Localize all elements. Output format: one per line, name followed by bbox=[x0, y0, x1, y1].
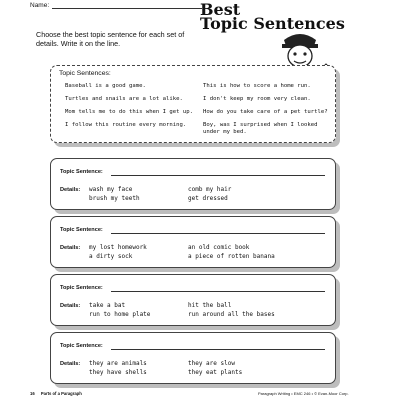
details-label: Details: bbox=[60, 245, 81, 251]
detail-item: they are animals bbox=[89, 360, 147, 367]
page-number: 16 bbox=[30, 391, 35, 396]
topic-sentence-answer-line[interactable] bbox=[111, 233, 325, 234]
topic-sentence-option: Mom tells me to do this when I get up. bbox=[65, 109, 193, 115]
detail-item: a piece of rotten banana bbox=[188, 253, 275, 260]
name-label: Name: bbox=[30, 2, 50, 9]
topic-sentences-heading: Topic Sentences: bbox=[59, 70, 111, 77]
name-write-line bbox=[52, 2, 202, 9]
name-field bbox=[30, 2, 202, 9]
topic-sentence-label: Topic Sentence: bbox=[60, 169, 103, 175]
detail-item: run around all the bases bbox=[188, 311, 275, 318]
detail-item: they eat plants bbox=[188, 369, 243, 376]
exercise-box-4 bbox=[50, 332, 336, 384]
details-label: Details: bbox=[60, 361, 81, 367]
details-label: Details: bbox=[60, 303, 81, 309]
topic-sentence-bank bbox=[50, 65, 336, 143]
topic-sentence-option: I follow this routine every morning. bbox=[65, 122, 187, 128]
detail-item: they are slow bbox=[188, 360, 235, 367]
instructions: Choose the best topic sentence for each set of details. Write it on the line. bbox=[36, 30, 185, 48]
detail-item: they have shells bbox=[89, 369, 147, 376]
topic-sentence-answer-line[interactable] bbox=[111, 291, 325, 292]
detail-item: brush my teeth bbox=[89, 195, 140, 202]
topic-sentence-option: Boy, was I surprised when I looked under my bed. bbox=[203, 122, 318, 135]
title-line-2: Topic Sentences bbox=[200, 14, 345, 33]
topic-sentence-label: Topic Sentence: bbox=[60, 285, 103, 291]
detail-item: hit the ball bbox=[188, 302, 232, 309]
footer-left bbox=[30, 391, 82, 396]
topic-sentence-option: I don't keep my room very clean. bbox=[203, 96, 311, 102]
exercise-box-1 bbox=[50, 158, 336, 210]
topic-sentences-right-column bbox=[203, 83, 333, 142]
exercise-box-2 bbox=[50, 216, 336, 268]
detail-item: get dressed bbox=[188, 195, 228, 202]
topic-sentence-label: Topic Sentence: bbox=[60, 227, 103, 233]
detail-item: comb my hair bbox=[188, 186, 232, 193]
section-name: Parts of a Paragraph bbox=[40, 391, 82, 396]
topic-sentence-label: Topic Sentence: bbox=[60, 343, 103, 349]
footer-copyright: Paragraph Writing • EMC 246 • © Evan-Moor Corp. bbox=[258, 391, 349, 396]
topic-sentence-option: Baseball is a good game. bbox=[65, 83, 146, 89]
topic-sentence-option: How do you take care of a pet turtle? bbox=[203, 109, 328, 115]
detail-item: an old comic book bbox=[188, 244, 250, 251]
detail-item: my lost homework bbox=[89, 244, 147, 251]
topic-sentence-option: This is how to score a home run. bbox=[203, 83, 311, 89]
detail-item: a dirty sock bbox=[89, 253, 133, 260]
topic-sentence-answer-line[interactable] bbox=[111, 175, 325, 176]
topic-sentence-option: Turtles and snails are a lot alike. bbox=[65, 96, 183, 102]
details-label: Details: bbox=[60, 187, 81, 193]
exercise-box-3 bbox=[50, 274, 336, 326]
topic-sentence-answer-line[interactable] bbox=[111, 349, 325, 350]
title-line-1: Best bbox=[200, 0, 241, 19]
detail-item: run to home plate bbox=[89, 311, 151, 318]
worksheet-title bbox=[200, 0, 350, 33]
detail-item: wash my face bbox=[89, 186, 133, 193]
topic-sentences-left-column bbox=[65, 83, 197, 135]
detail-item: take a bat bbox=[89, 302, 126, 309]
